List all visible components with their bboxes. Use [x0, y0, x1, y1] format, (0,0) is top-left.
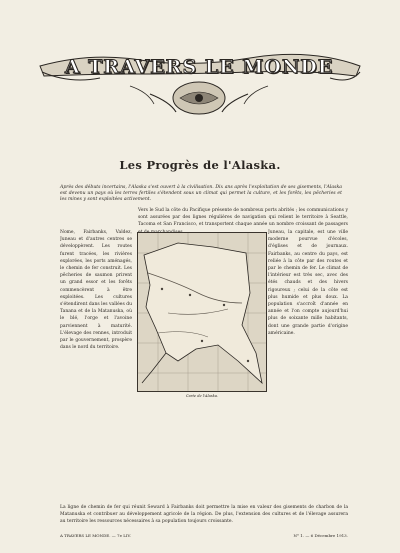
column-bottom-text: La ligne de chemin de fer qui réunit Seward à Fairbanks doit permettre la mise en valeur des gisements de charbon de la Matanuska et contribuer au développement agricole de la région. De plus, l'extension des cultures et de l'élevage assurera au territoire les ressources nécessaires à sa population toujours croissante. — [60, 505, 348, 525]
text-column-left — [60, 207, 132, 507]
article-intro: Après des débuts incertains, l'Alaska s'est ouvert à la civilisation. Dix ans après l'exploitation de ses gisements, l'Alaska est devenu un pays où les terres fertiles s'étendent sous un climat qui permet la culture, et les forêts, les pêcheries et les mines y sont exploitées activement. — [60, 185, 342, 202]
footer-left: A TRAVERS LE MONDE. — 7e LIV. — [60, 533, 131, 538]
map-illustration — [138, 233, 266, 391]
article-title: Les Progrès de l'Alaska. — [119, 158, 281, 172]
footer-right: N° 1. — 6 Décembre 1913. — [293, 533, 348, 538]
masthead-title: A TRAVERS LE MONDE — [64, 56, 334, 78]
alaska-map — [137, 232, 267, 392]
map-caption: Carte de l'Alaska. — [185, 394, 219, 398]
text-column-bottom — [60, 504, 348, 526]
text-column-right — [268, 207, 348, 507]
masthead — [30, 42, 368, 120]
page-footer — [60, 533, 348, 538]
column-left-text: Nome, Fairbanks, Valdez, Juneau et d'autres centres se développèrent. Les routes furent tracées, les rivières explorées, les ports aménagés, le chemin de fer construit. Les pêcheries de saumon prirent un grand essor et les forêts commencèrent à être exploitées. Les cultures s'étendirent dans les vallées du Tanana et de la Matanuska, où le blé, l'orge et l'avoine parviennent à maturité. L'élevage des rennes, introduit par le gouvernement, prospère dans le nord du territoire. — [60, 230, 132, 351]
column-top-text: Vers le Sud la côte du Pacifique présente de nombreux ports abrités ; les communications y sont assurées par des lignes régulières de navigation qui relient le territoire à Seattle, Tacoma et San Francisco, et transportent chaque année un nombre croissant de passagers — [138, 208, 348, 228]
masthead-ornament — [30, 42, 368, 120]
column-right-text: Juneau, la capitale, est une ville moderne pourvue d'écoles, d'églises et de journaux. Fairbanks, au centre du pays, est reliée à la côte par des routes et par le chemin de fer. Le climat de l'intérieur est très sec, avec des étés chauds et des hivers rigoureux ; celui de la côte est plus humide et plus doux. La population s'accroît d'année en année et l'on compte aujourd'hui plus de soixante mille habitants, dont une grande partie d'origine américaine. — [268, 230, 348, 336]
